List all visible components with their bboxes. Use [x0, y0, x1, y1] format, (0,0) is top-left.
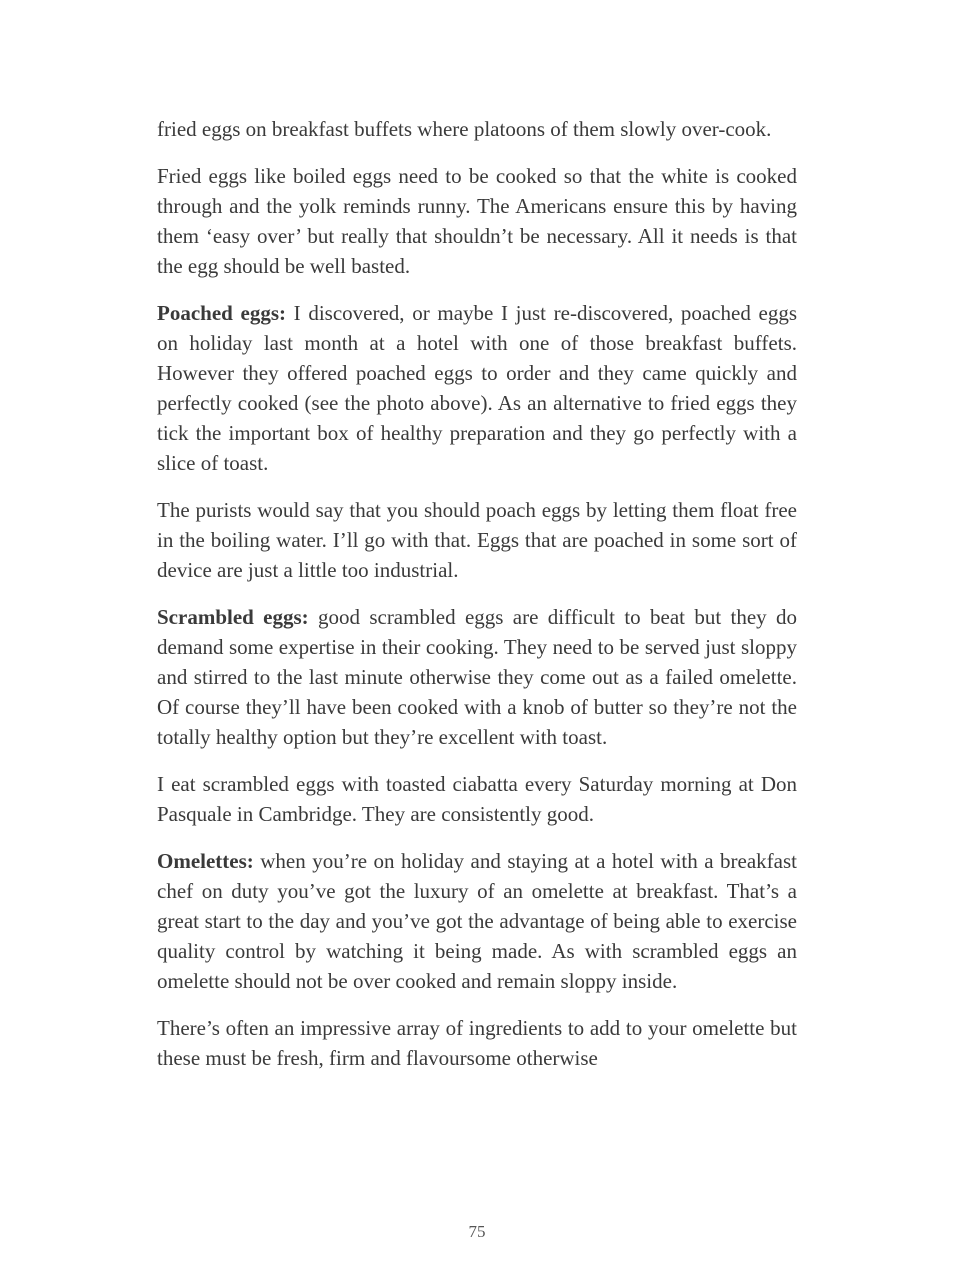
paragraph-text: good scrambled eggs are difficult to beat but they do demand some expertise in their cooking. They need to be served just sloppy and stirred to the last minute otherwise they come out as a failed omelette. Of course they’ll have been cooked with a knob of butter so they’re not the totally healthy option but they’re excellent with toast.: [157, 605, 797, 749]
paragraph-omelette-ingredients: [157, 1013, 797, 1073]
text-column: [157, 114, 797, 1090]
paragraph-lead: Scrambled eggs:: [157, 605, 309, 629]
paragraph-omelettes: [157, 846, 797, 996]
paragraph-fried-eggs: [157, 161, 797, 281]
paragraph-poached-eggs: [157, 298, 797, 478]
paragraph-text: when you’re on holiday and staying at a hotel with a breakfast chef on duty you’ve got the luxury of an omelette at breakfast. That’s a great start to the day and you’ve got the advantage of being able to exercise quality control by watching it being made. As with scrambled eggs an omelette should not be over cooked and remain sloppy inside.: [157, 849, 797, 993]
paragraph-text: Fried eggs like boiled eggs need to be cooked so that the white is cooked through and the yolk reminds runny. The Americans ensure this by having them ‘easy over’ but really that shouldn’t be necessary. All it needs is that the egg should be well basted.: [157, 164, 797, 278]
paragraph-text: fried eggs on breakfast buffets where platoons of them slowly over-cook.: [157, 117, 772, 141]
paragraph-scrambled-ciabatta: [157, 769, 797, 829]
page-number: 75: [468, 1222, 486, 1241]
paragraph-lead: Omelettes:: [157, 849, 254, 873]
paragraph-text: I discovered, or maybe I just re-discovered, poached eggs on holiday last month at a hotel with one of those breakfast buffets. However they offered poached eggs to order and they came quickly and perfectly cooked (see the photo above). As an alternative to fried eggs they tick the important box of healthy preparation and they go perfectly with a slice of toast.: [157, 301, 797, 475]
paragraph-text: I eat scrambled eggs with toasted ciabatta every Saturday morning at Don Pasquale in Cambridge. They are consistently good.: [157, 772, 797, 826]
paragraph-text: There’s often an impressive array of ingredients to add to your omelette but these must be fresh, firm and flavoursome otherwise: [157, 1016, 797, 1070]
paragraph-fried-eggs-continuation: [157, 114, 797, 144]
paragraph-lead: Poached eggs:: [157, 301, 286, 325]
paragraph-text: The purists would say that you should poach eggs by letting them float free in the boiling water. I’ll go with that. Eggs that are poached in some sort of device are just a little too industrial.: [157, 498, 797, 582]
paragraph-poached-purists: [157, 495, 797, 585]
paragraph-scrambled-eggs: [157, 602, 797, 752]
